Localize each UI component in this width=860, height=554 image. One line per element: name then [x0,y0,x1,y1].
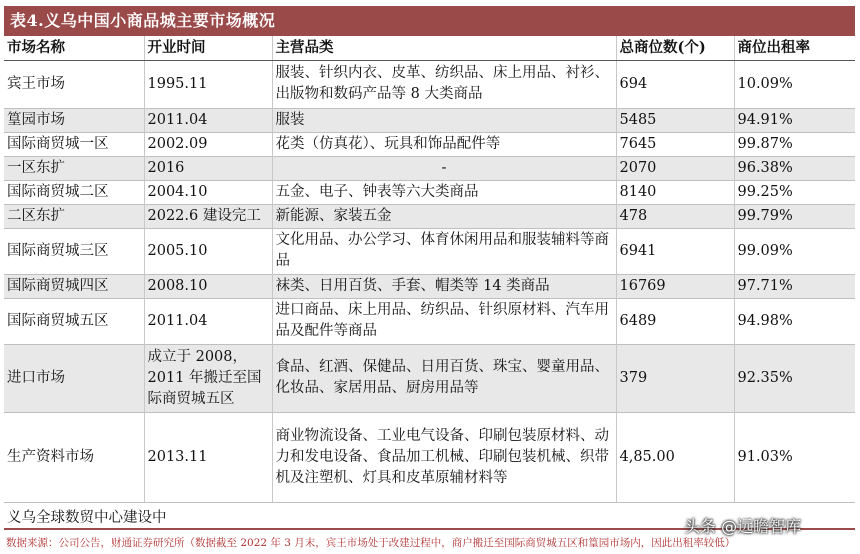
open-date: 2011.04 [144,298,272,344]
main-category: 进口商品、床上用品、纺织品、针织原材料、汽车用品及配件等商品 [272,298,616,344]
main-category: 五金、电子、钟表等六大类商品 [272,180,616,204]
table-title: 表4.义乌中国小商品城主要市场概况 [4,6,855,36]
occupancy-rate: 97.71% [734,274,855,298]
market-name: 一区东扩 [7,159,65,176]
table-row [4,156,855,180]
table-row [4,274,855,298]
open-date: 2002.09 [144,132,272,156]
table-row [4,60,855,108]
main-category: 文化用品、办公学习、体育休闲用品和服装辅料等商品 [272,228,616,274]
occupancy-rate: 96.38% [734,156,855,180]
occupancy-rate: 99.79% [734,204,855,228]
market-name: 进口市场 [7,369,65,386]
table-row [4,132,855,156]
main-category: 服装 [272,108,616,132]
table-row [4,298,855,344]
main-category: 袜类、日用百货、手套、帽类等 14 类商品 [272,274,616,298]
open-date: 2016 [144,156,272,180]
table-row [4,228,855,274]
stall-count: 8140 [616,180,734,204]
market-name: 国际商贸城三区 [7,242,109,259]
open-date: 2022.6 建设完工 [144,204,272,228]
stall-count: 16769 [616,274,734,298]
market-name: 宾王市场 [7,75,65,92]
open-date: 2013.11 [144,412,272,502]
column-header-opened: 开业时间 [144,36,272,60]
open-date: 2004.10 [144,180,272,204]
stall-count: 5485 [616,108,734,132]
market-name: 国际商贸城一区 [7,135,109,152]
table-row [4,108,855,132]
column-header-category: 主营品类 [272,36,616,60]
occupancy-rate: 99.87% [734,132,855,156]
table-row [4,412,855,502]
table-footer-note: 义乌全球数贸中心建设中 [4,506,855,530]
occupancy-rate: 99.25% [734,180,855,204]
open-date: 1995.11 [144,60,272,108]
open-date: 2011.04 [144,108,272,132]
main-category: 食品、红酒、保健品、日用百货、珠宝、婴童用品、化妆品、家居用品、厨房用品等 [272,344,616,412]
market-name: 国际商贸城五区 [7,312,109,329]
table-row [4,180,855,204]
column-header-stalls: 总商位数(个) [616,36,734,60]
main-category: 新能源、家装五金 [272,204,616,228]
market-name: 生产资料市场 [7,448,94,465]
open-date: 2008.10 [144,274,272,298]
occupancy-rate: 94.98% [734,298,855,344]
open-date: 成立于 2008，2011 年搬迁至国际商贸城五区 [144,344,272,412]
main-category: 商业物流设备、工业电气设备、印刷包装原材料、动力和发电设备、食品加工机械、印刷包装机械、织带机及注塑机、灯具和皮革原辅材料等 [272,412,616,502]
occupancy-rate: 10.09% [734,60,855,108]
stall-count: 379 [616,344,734,412]
market-name: 篁园市场 [7,111,65,128]
market-name: 国际商贸城二区 [7,183,109,200]
stall-count: 694 [616,60,734,108]
stall-count: 6941 [616,228,734,274]
stall-count: 4,85.00 [616,412,734,502]
main-category: - [272,156,616,180]
header-row [4,36,855,60]
stall-count: 7645 [616,132,734,156]
open-date: 2005.10 [144,228,272,274]
table-row [4,204,855,228]
market-name: 国际商贸城四区 [7,277,109,294]
data-source-note: 数据来源：公司公告，财通证券研究所（数据截至 2022 年 3 月末，宾王市场处于改建过程中，商户搬迁至国际商贸城五区和篁园市场内，因此出租率较低） [6,537,736,549]
column-header-rate: 商位出租率 [734,36,855,60]
market-name: 二区东扩 [7,207,65,224]
stall-count: 2070 [616,156,734,180]
occupancy-rate: 92.35% [734,344,855,412]
main-category: 服装、针织内衣、皮革、纺织品、床上用品、衬衫、出版物和数码产品等 8 大类商品 [272,60,616,108]
occupancy-rate: 99.09% [734,228,855,274]
watermark: 头条 @远瞻智库 [684,517,802,536]
stall-count: 6489 [616,298,734,344]
column-header-name: 市场名称 [4,36,144,60]
table-row [4,344,855,412]
main-category: 花类（仿真花）、玩具和饰品配件等 [272,132,616,156]
stall-count: 478 [616,204,734,228]
occupancy-rate: 91.03% [734,412,855,502]
occupancy-rate: 94.91% [734,108,855,132]
market-table [4,36,855,503]
